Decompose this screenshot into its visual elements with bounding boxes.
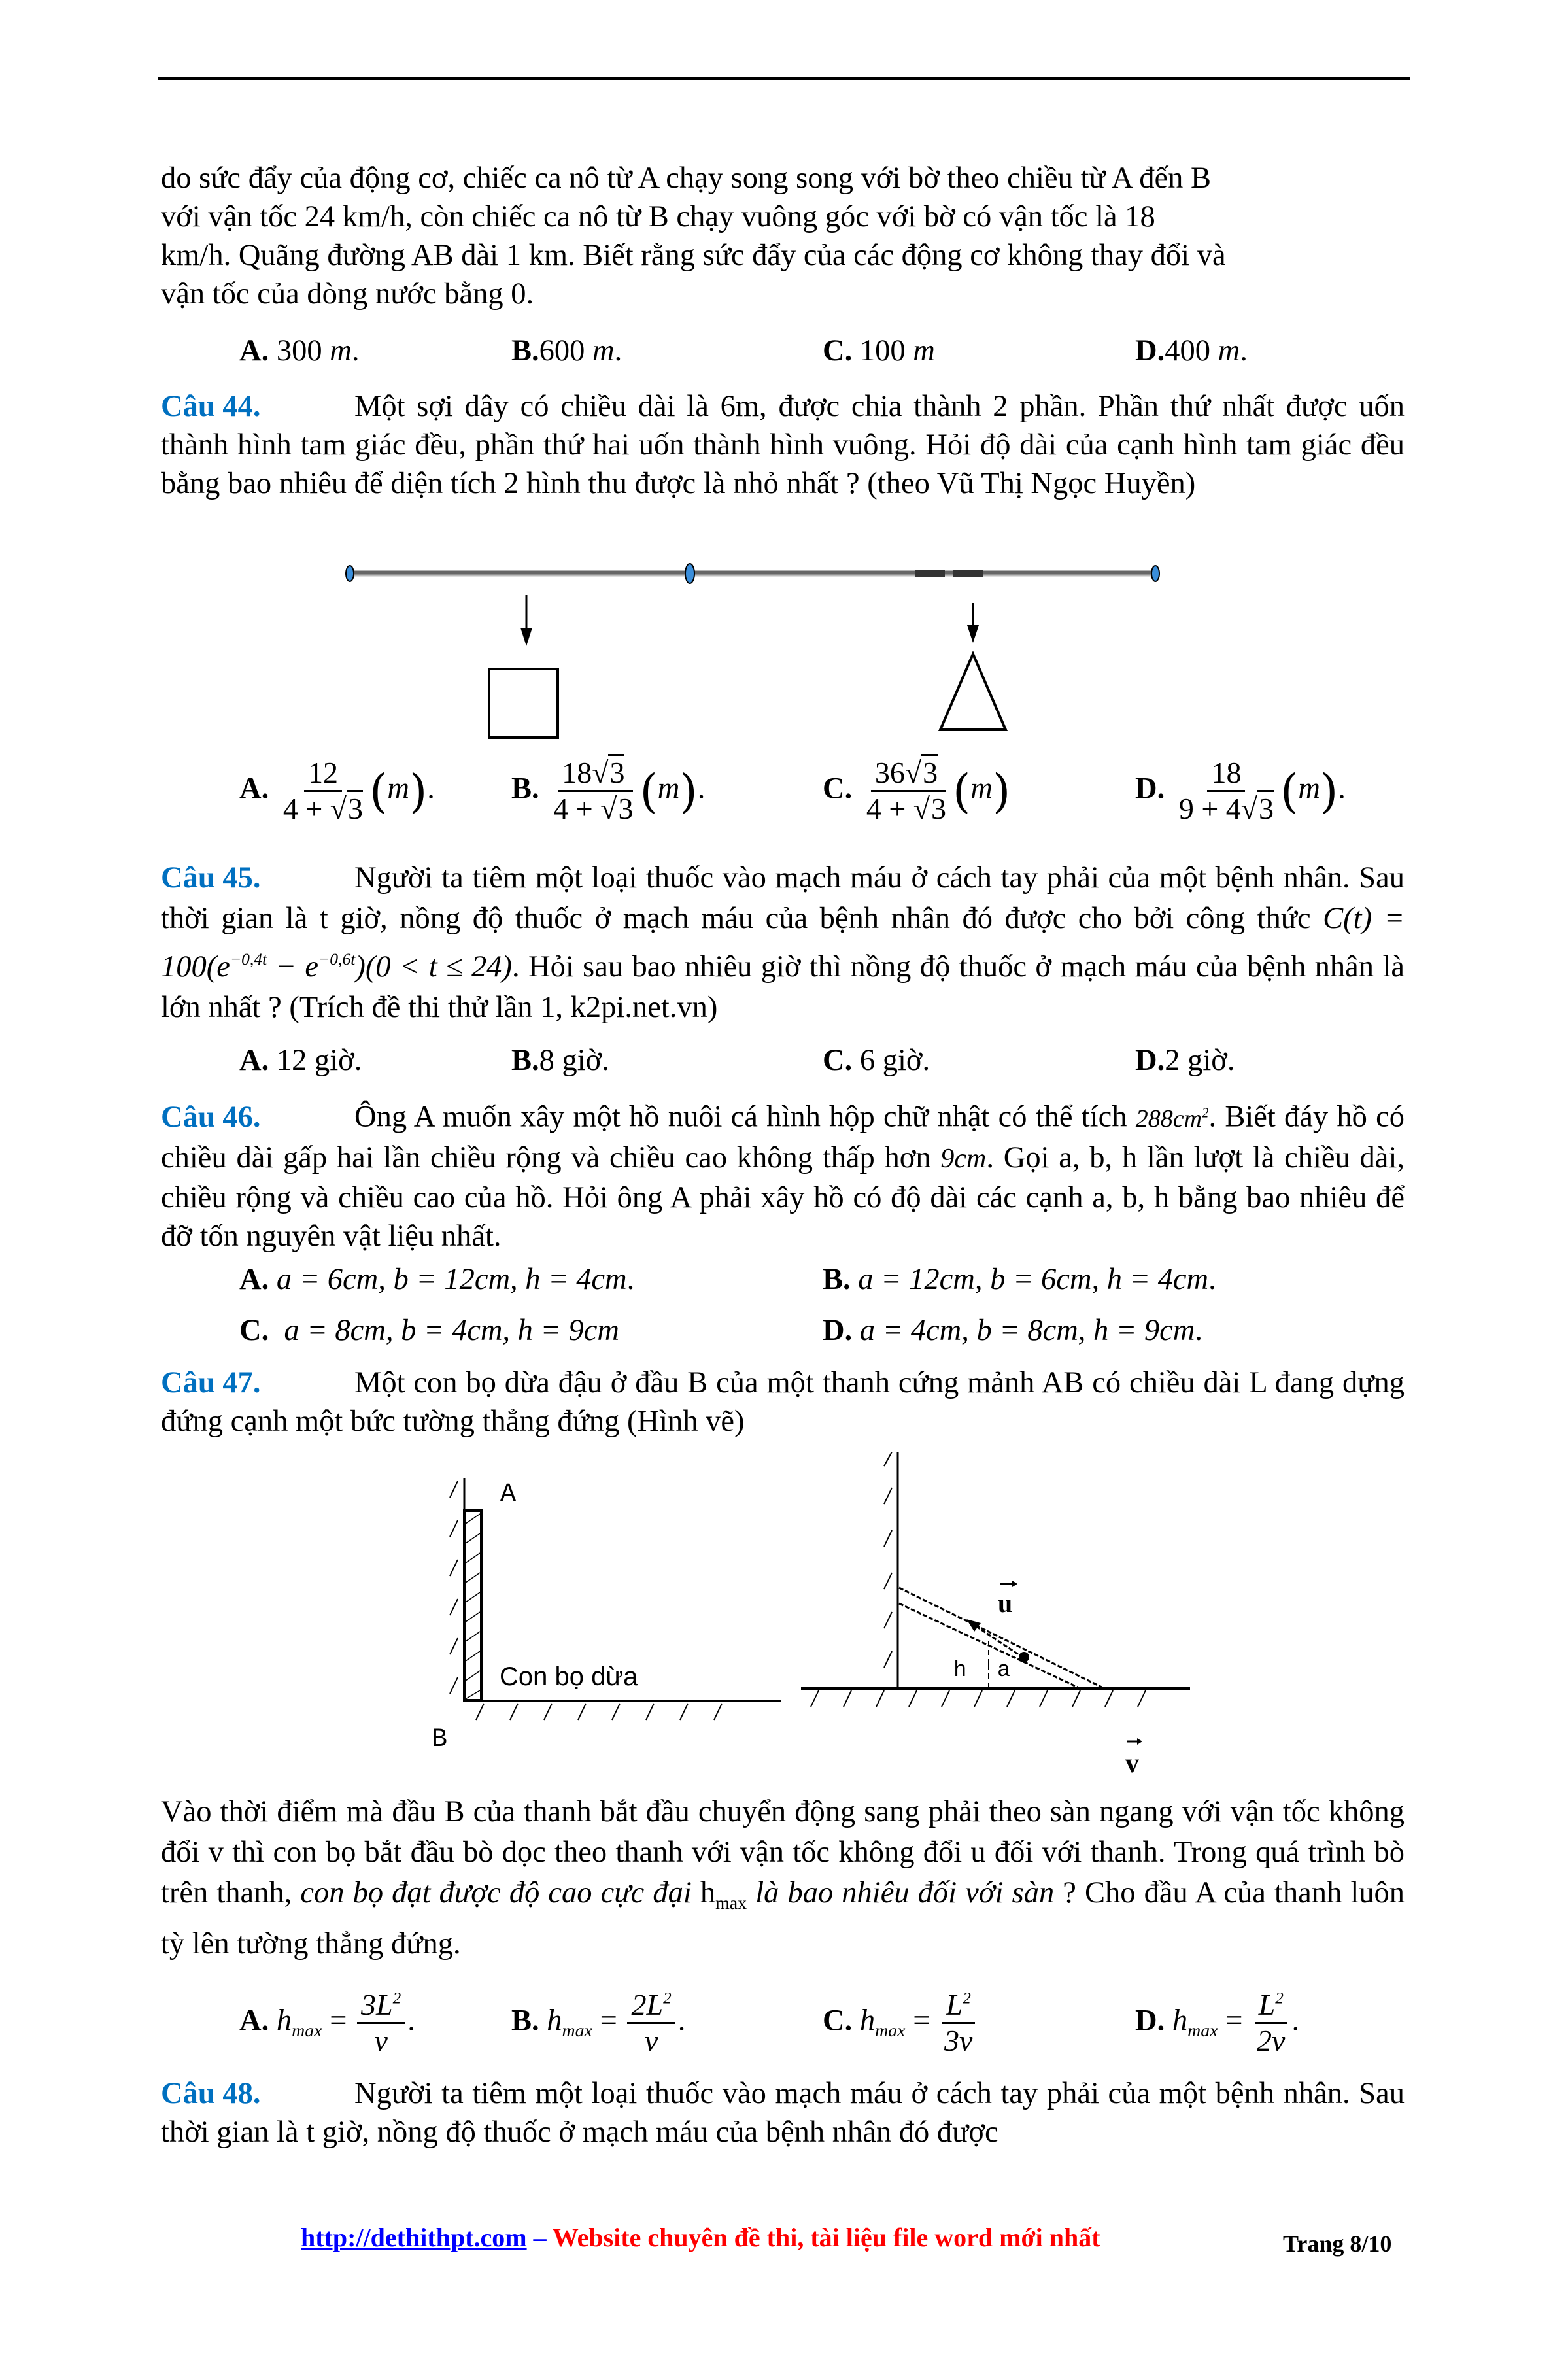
footer-separator: –: [526, 2223, 553, 2252]
page-number: Trang 8/10: [1283, 2231, 1392, 2257]
rope-mark: [915, 570, 945, 577]
fraction: $\frac{18}{9 + 4√3}$: [1178, 756, 1274, 826]
label-a: A: [500, 1480, 517, 1509]
q46-answer-b[interactable]: B. a = 12cm, b = 6cm, h = 4cm.: [823, 1263, 1216, 1296]
q45-answers: [161, 1043, 1405, 1082]
vector-u-label: u: [998, 1588, 1013, 1618]
figure-initial-state: [432, 1478, 781, 1755]
ladder-bug-figure: [418, 1452, 1203, 1792]
rope-end-dot-icon: [346, 566, 354, 581]
q45-answer-d[interactable]: D.2 giờ.: [1135, 1044, 1235, 1077]
q44-label: Câu 44.: [161, 390, 261, 423]
q46-answers-row1: [161, 1262, 1405, 1301]
q43-answer-c[interactable]: C. 100 m: [823, 334, 935, 368]
q44-text: [161, 387, 1405, 503]
q45-answer-c[interactable]: C. 6 giờ.: [823, 1044, 930, 1077]
triangle-shape-icon: [940, 654, 1006, 730]
q44-body: Một sợi dây có chiều dài là 6m, được chia thành 2 phần. Phần thứ nhất được uốn thành hình tam giác đều, phần thứ hai uốn thành hình vuông. Hỏi độ dài của cạnh hình tam giác đều bằng bao nhiêu để diện tích 2 hình thu được là nhỏ nhất ? (theo Vũ Thị Ngọc Huyền): [161, 390, 1405, 500]
q43-answers: [161, 334, 1405, 373]
fraction: $\frac{12}{4 + √3}$: [282, 756, 364, 826]
square-shape-icon: [489, 669, 558, 738]
q47-answer-b[interactable]: B. $h_{max}$ = $\frac{2L^2}{v}$ .: [511, 1988, 686, 2058]
q46-answer-c[interactable]: C. a = 8cm, b = 4cm, h = 9cm: [239, 1314, 620, 1347]
footer-link[interactable]: http://dethithpt.com: [301, 2223, 527, 2252]
q43-answer-d[interactable]: D.400 m.: [1135, 334, 1248, 368]
q46-text: Câu 46. Ông A muốn xây một hồ nuôi cá hình hộp chữ nhật có thể tích $288cm^2$. Biết đáy hồ có chiều dài gấp hai lần chiều rộng và chiều cao không thấp hơn 9cm. Gọi a, b, h lần lượt là chiều dài, chiều rộng và chiều cao của hồ. Hỏi ông A phải xây hồ có độ dài các cạnh a, b, h bằng bao nhiêu để đỡ tốn nguyên vật liệu nhất.: [161, 1093, 1405, 1256]
label-h: h: [953, 1658, 967, 1683]
q47-text: Câu 47. Một con bọ dừa đậu ở đầu B của một thanh cứng mảnh AB có chiều dài L đang dựng đứng cạnh một bức tường thẳng đứng (Hình vẽ): [161, 1363, 1405, 1441]
label-b: B: [432, 1725, 448, 1755]
q44-answer-a[interactable]: A. $\frac{12}{4 + √3}$ (m).: [239, 756, 435, 826]
q47-answer-c[interactable]: C. $h_{max}$ = $\frac{L^2}{3v}$: [823, 1989, 979, 2057]
q44-answers: [161, 757, 1405, 842]
q43-line: do sức đẩy của động cơ, chiếc ca nô từ A chạy song song với bờ theo chiều từ A đến B: [161, 162, 1212, 195]
figure-sliding-state: [801, 1452, 1190, 1779]
q46-answer-d[interactable]: D. a = 4cm, b = 8cm, h = 9cm.: [823, 1314, 1203, 1347]
footer-tagline: Website chuyên đề thi, tài liệu file word mới nhất: [552, 2223, 1100, 2252]
q45-formula: $C(t) = 100(e^{-0,4t} - e^{-0,6t})(0 < t \le 24)$: [161, 902, 1405, 984]
q43-answer-b[interactable]: B.600 m.: [511, 334, 622, 368]
q48-text: Câu 48. Người ta tiêm một loại thuốc vào mạch máu ở cách tay phải của một bệnh nhân. Sau thời gian là t giờ, nồng độ thuốc ở mạch máu của bệnh nhân đó được: [161, 2074, 1405, 2151]
vector-v-label: v: [1125, 1749, 1139, 1779]
rope-mark: [953, 570, 983, 577]
hmax: $h_{max}$: [700, 1876, 747, 1913]
velocity-u-arrow-icon: [974, 1625, 1023, 1658]
bug-dot-icon: [1019, 1652, 1029, 1662]
q44-answer-c[interactable]: C. $\frac{36√3}{4 + √3}$ (m): [823, 757, 1010, 825]
q45-answer-a[interactable]: A. 12 giờ.: [239, 1044, 362, 1077]
footer: [301, 2222, 1100, 2253]
header-rule: [158, 77, 1410, 80]
label-a-small: a: [997, 1658, 1011, 1683]
bug-caption: Con bọ dừa: [500, 1662, 638, 1691]
q47-answer-d[interactable]: D. $h_{max}$ = $\frac{L^2}{2v}$ .: [1135, 1988, 1300, 2058]
q47-text-2: Vào thời điểm mà đầu B của thanh bắt đầu chuyển động sang phải theo sàn ngang với vận tốc không đổi v thì con bọ bắt đầu bò dọc theo thanh với vận tốc không đổi u đối với thanh. Trong quá trình bò trên thanh, con bọ đạt được độ cao cực đại $h_{max}$ là bao nhiêu đối với sàn ? Cho đầu A của thanh luôn tỳ lên tường thẳng đứng.: [161, 1795, 1405, 1961]
rope-figure: [340, 556, 1177, 752]
q46-answer-a[interactable]: A. a = 6cm, b = 12cm, h = 4cm.: [239, 1263, 635, 1296]
q43-text: [161, 159, 1405, 313]
q47-answer-a[interactable]: A. $h_{max}$ = $\frac{3L^2}{v}$ .: [239, 1988, 415, 2058]
q48-label: Câu 48.: [161, 2077, 261, 2110]
q45-answer-b[interactable]: B.8 giờ.: [511, 1044, 609, 1077]
q47-answers: [161, 1989, 1405, 2061]
q43-answer-a[interactable]: A. 300 m.: [239, 334, 360, 368]
fraction: $\frac{36√3}{4 + √3}$: [862, 757, 950, 825]
q43-line: vận tốc của dòng nước bằng 0.: [161, 277, 534, 311]
q44-answer-d[interactable]: D. $\frac{18}{9 + 4√3}$ (m).: [1135, 756, 1346, 826]
q43-line: km/h. Quãng đường AB dài 1 km. Biết rằng sức đẩy của các động cơ không thay đổi và: [161, 239, 1226, 272]
fraction: $\frac{18√3}{4 + √3}$: [549, 757, 637, 825]
q44-answer-b[interactable]: B. $\frac{18√3}{4 + √3}$ (m).: [511, 757, 705, 825]
rope-end-dot-icon: [1151, 566, 1159, 581]
q45-label: Câu 45.: [161, 861, 261, 895]
q47-label: Câu 47.: [161, 1366, 261, 1399]
q43-line: với vận tốc 24 km/h, còn chiếc ca nô từ B chạy vuông góc với bờ có vận tốc là 18: [161, 200, 1155, 233]
q45-text: Câu 45. Người ta tiêm một loại thuốc vào mạch máu ở cách tay phải của một bệnh nhân. Sau thời gian là t giờ, nồng độ thuốc ở mạch máu của bệnh nhân đó được cho bởi công thức $C(t) = 100(e^{-0,4t} - e^{-0,6t})(0 < t \le 24)$. Hỏi sau bao nhiêu giờ thì nồng độ thuốc ở mạch máu của bệnh nhân là lớn nhất ? (Trích đề thi thử lần 1, k2pi.net.vn): [161, 858, 1405, 1028]
rope-split-dot-icon: [685, 564, 694, 583]
q46-label: Câu 46.: [161, 1100, 261, 1134]
q46-answers-row2: [161, 1313, 1405, 1352]
